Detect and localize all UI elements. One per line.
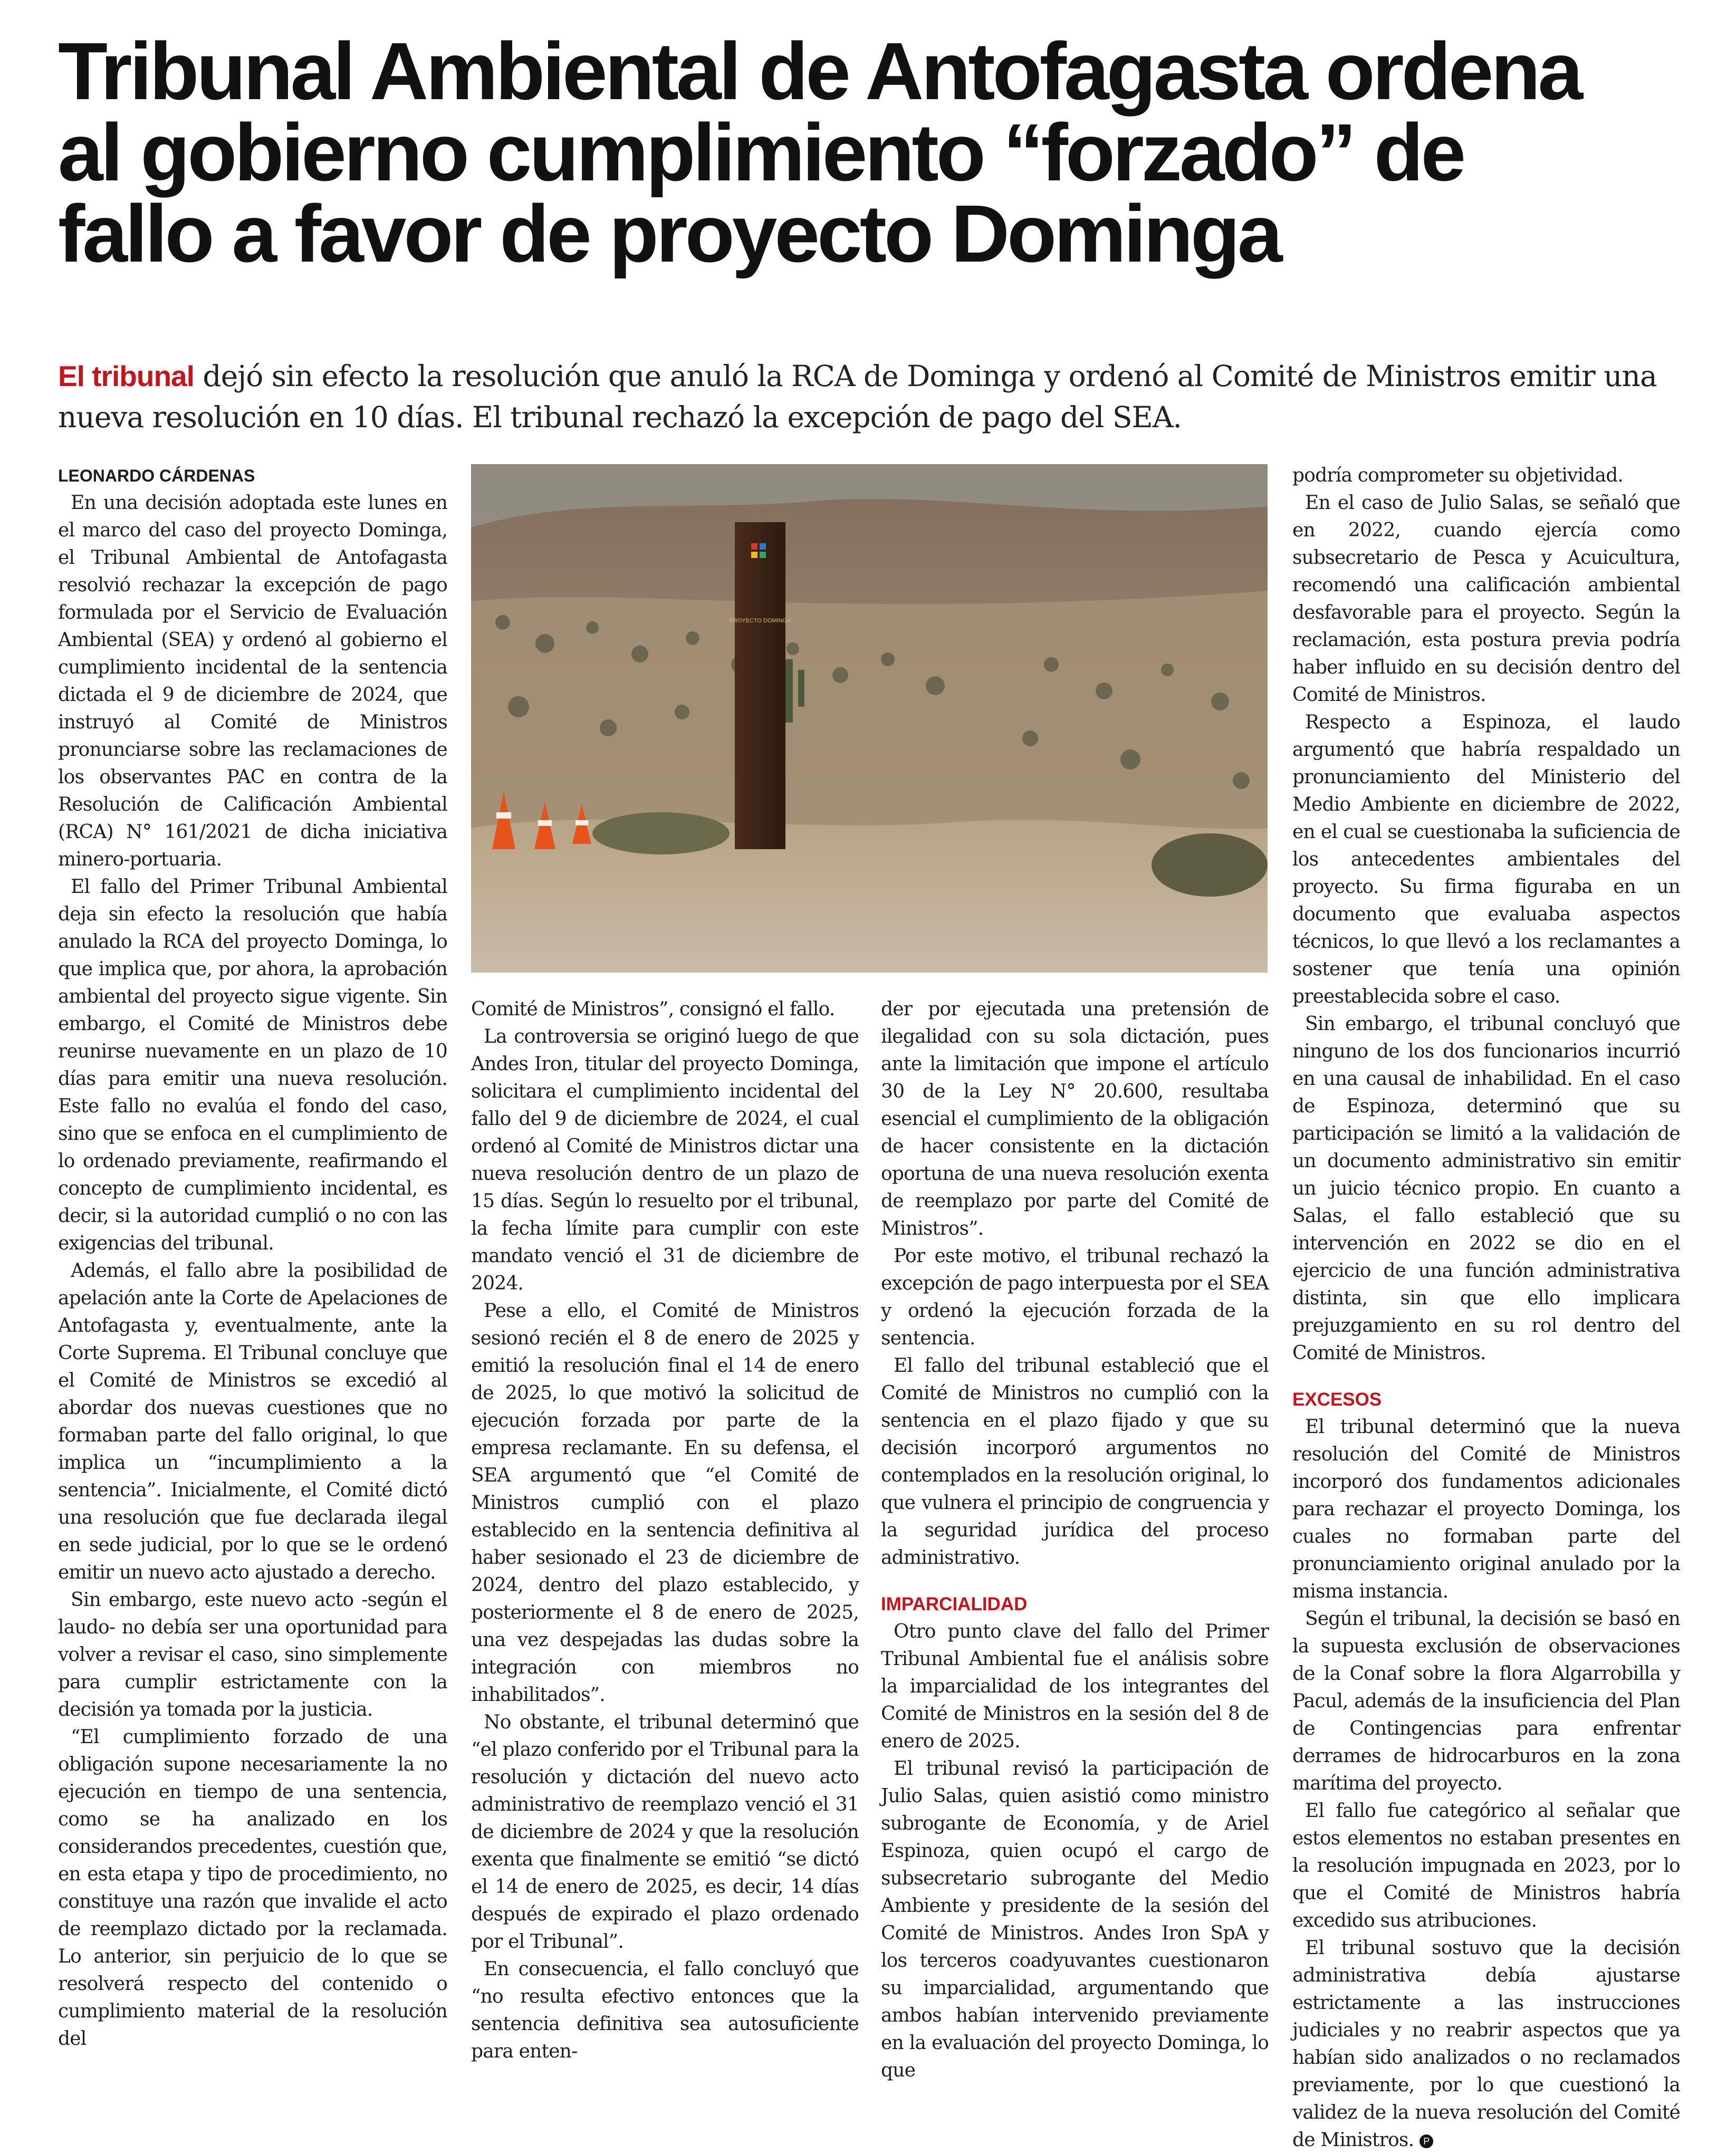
deck-lead: El tribunal [58,360,194,392]
photo-sign [735,522,785,849]
headline [58,26,1683,279]
section-heading: EXCESOS [1292,1389,1382,1410]
paragraph: Respecto a Espinoza, el laudo argumentó que habría respaldado un pronunciamiento del Ministerio del Medio Ambiente en diciembre de 2022, en el cual se cuestionaba la suficiencia de los antecedentes ambientales del proyecto. Su firma figuraba en un documento que evaluaba aspectos técnicos, lo que llevó a los reclamantes a sostener que tenía una opinión preestablecida sobre el caso. [1292,711,1680,1007]
paragraph: En una decisión adoptada este lunes en el marco del caso del proyecto Dominga, el Tribunal Ambiental de Antofagasta resolvió rechazar la excepción de pago formulada por el Servicio de Evaluación Ambiental (SEA) y ordenó al gobierno el cumplimiento incidental de la sentencia dictada el 9 de diciembre de 2024, que instruyó al Comité de Ministros pronunciarse sobre las reclamaciones de los observantes PAC en contra de la Resolución de Calificación Ambiental (RCA) N° 161/2021 de dicha iniciativa minero-portuaria. [58,492,447,870]
paragraph: Comité de Ministros”, consignó el fallo. [471,998,835,1020]
paragraph [1292,1935,1680,2154]
paragraph: Según el tribunal, la decisión se basó en la supuesta exclusión de observaciones de la Conaf sobre la flora Algarrobilla y Pacul, además de la insuficiencia del Plan de Contingencias para enfrentar derrames de hidrocarburos en la zona marítima del proyecto. [1292,1608,1680,1794]
paragraph: El tribunal revisó la participación de Julio Salas, quien asistió como ministro subrogante de Economía, y de Ariel Espinoza, quien ocupó el cargo de subsecretario subrogante del Medio Ambiente y presidente de la sesión del Comité de Ministros. Andes Iron SpA y los terceros coadyuvantes cuestionaron su imparcialidad, argumentando que ambos habían intervenido previamente en la evaluación del proyecto Dominga, lo que [881,1758,1269,2081]
paragraph: La controversia se originó luego de que Andes Iron, titular del proyecto Dominga, solicitara el cumplimiento incidental del fallo del 9 de diciembre de 2024, el cual ordenó al Comité de Ministros dictar una nueva resolución dentro de un plazo de 15 días. Según lo resuelto por el tribunal, la fecha límite para cumplir con este mandato venció el 31 de diciembre de 2024. [471,1026,859,1294]
paragraph: “El cumplimiento forzado de una obligación supone necesariamente la no ejecución en tiempo de una sentencia, como se ha analizado en los considerandos precedentes, cuestión que, en esta etapa y tipo de procedimiento, no constituye una razón que invalide el acto de reemplazo dictado por la reclamada. Lo anterior, sin perjuicio de lo que se resolverá respecto del contenido o cumplimiento material de la resolución del [58,1726,447,2050]
byline: LEONARDO CÁRDENAS [58,466,255,485]
column-1 [58,462,447,2053]
photo-sign-text: PROYECTO DOMINGA [729,618,791,624]
photo-bush [1152,833,1268,897]
paragraph: Por este motivo, el tribunal rechazó la excepción de pago interpuesta por el SEA y ordenó la ejecución forzada de la sentencia. [881,1245,1269,1349]
column-2 [471,996,859,2065]
paragraph: Pese a ello, el Comité de Ministros sesionó recién el 8 de enero de 2025 y emitió la resolución final el 14 de enero de 2025, lo que motivó la solicitud de ejecución forzada por parte de la empresa reclamante. En su defensa, el SEA argumentó que “el Comité de Ministros cumplió con el plazo establecido en la sentencia definitiva al haber sesionado el 23 de diciembre de 2024, dentro del plazo establecido, y posteriormente el 8 de enero de 2025, una vez despejadas las dudas sobre la integración con miembros no inhabilitados”. [471,1300,859,1706]
deck-text: dejó sin efecto la resolución que anuló la RCA de Dominga y ordenó al Comité de Ministros emitir una nueva resolución en 10 días. El tribunal rechazó la excepción de pago del SEA. [58,359,1657,434]
paragraph: El fallo del Primer Tribunal Ambiental deja sin efecto la resolución que había anulado la RCA del proyecto Dominga, lo que implica que, por ahora, la aprobación ambiental del proyecto sigue vigente. Sin embargo, el Comité de Ministros debe reunirse nuevamente en un plazo de 10 días para emitir una nueva resolución. Este fallo no evalúa el fondo del caso, sino que se enfoca en el cumplimiento de lo ordenado previamente, reafirmando el concepto de cumplimiento incidental, es decir, si la autoridad cumplió o no con las exigencias del tribunal. [58,876,447,1254]
paragraph: No obstante, el tribunal determinó que “el plazo conferido por el Tribunal para la resolución y dictación del nuevo acto administrativo de reemplazo venció el 31 de diciembre de 2024 y que la resolución exenta que finalmente se emitió “se dictó el 14 de enero de 2025, es decir, 14 días después de expirado el plazo ordenado por el Tribunal”. [471,1711,859,1953]
paragraph: der por ejecutada una pretensión de ilegalidad con su sola dictación, pues ante la limitación que impone el artículo 30 de la Ley N° 20.600, resultaba esencial el cumplimiento de la obligación de hacer consistente en la dictación oportuna de una nueva resolución exenta de reemplazo por parte del Comité de Ministros”. [881,998,1269,1239]
column-3 [881,996,1269,2084]
article-photo [471,464,1268,973]
headline-line: fallo a favor de proyecto Dominga [58,188,1280,279]
end-mark-icon: P [1420,2134,1433,2148]
paragraph: El fallo del tribunal estableció que el Comité de Ministros no cumplió con la sentencia en el plazo fijado y que su decisión incorporó argumentos no contemplados en la resolución original, lo que vulnera el principio de congruencia y la seguridad jurídica del proceso administrativo. [881,1355,1269,1569]
headline-line: Tribunal Ambiental de Antofagasta ordena [58,26,1581,117]
paragraph: Sin embargo, el tribunal concluyó que ninguno de los dos funcionarios incurrió en una causal de inhabilidad. En el caso de Espinoza, determinó que su participación se limitó a la validación de un documento administrativo sin emitir un juicio técnico propio. En cuanto a Salas, el fallo estableció que su intervención en 2022 se dio en el ejercicio de una función administrativa distinta, sin que ello implicara prejuzgamiento en su rol dentro del Comité de Ministros. [1292,1013,1680,1364]
paragraph: El tribunal determinó que la nueva resolución del Comité de Ministros incorporó dos fundamentos adicionales para rechazar el proyecto Dominga, los cuales no formaban parte del pronunciamiento original anulado por la misma instancia. [1292,1416,1680,1602]
paragraph: Otro punto clave del fallo del Primer Tribunal Ambiental fue el análisis sobre la imparcialidad de los integrantes del Comité de Ministros en la sesión del 8 de enero de 2025. [881,1621,1269,1752]
paragraph: Además, el fallo abre la posibilidad de apelación ante la Corte de Apelaciones de Antofagasta y, eventualmente, ante la Corte Suprema. El Tribunal concluye que el Comité de Ministros se excedió al abordar dos nuevas cuestiones que no formaban parte del fallo original, lo que implica un “incumplimiento a la sentencia”. Inicialmente, el Comité dictó una resolución que fue declarada ilegal en sede judicial, por lo que se le ordenó emitir un nuevo acto ajustado a derecho. [58,1260,447,1583]
paragraph: Sin embargo, este nuevo acto -según el laudo- no debía ser una oportunidad para volver a revisar el caso, sino simplemente para cumplir estrictamente con la decisión ya tomada por la justicia. [58,1589,447,1720]
paragraph-text: El tribunal sostuvo que la decisión administrativa debía ajustarse estrictamente a las instrucciones judiciales y no reabrir aspectos que ya habían sido analizados o no reclamados previamente, por lo que cuestionó la validez de la nueva resolución del Comité de Ministros. [1292,1937,1680,2151]
headline-line: al gobierno cumplimiento “forzado” de [58,107,1464,198]
section-heading: IMPARCIALIDAD [881,1594,1028,1614]
photo-bush [592,812,730,854]
deck [58,355,1683,438]
paragraph: podría comprometer su objetividad. [1292,465,1624,486]
column-4 [1292,462,1680,2154]
paragraph: En el caso de Julio Salas, se señaló que en 2022, cuando ejercía como subsecretario de Pesca y Acuicultura, recomendó una calificación ambiental desfavorable para el proyecto. Según la reclamación, esta postura previa podría haber influido en su decisión dentro del Comité de Ministros. [1292,492,1680,706]
paragraph: En consecuencia, el fallo concluyó que “no resulta efectivo entonces que la sentencia definitiva sea autosuficiente para enten- [471,1958,859,2062]
paragraph: El fallo fue categórico al señalar que estos elementos no estaban presentes en la resolución impugnada en 2023, por lo que el Comité de Ministros habría excedido sus atribuciones. [1292,1800,1680,1931]
